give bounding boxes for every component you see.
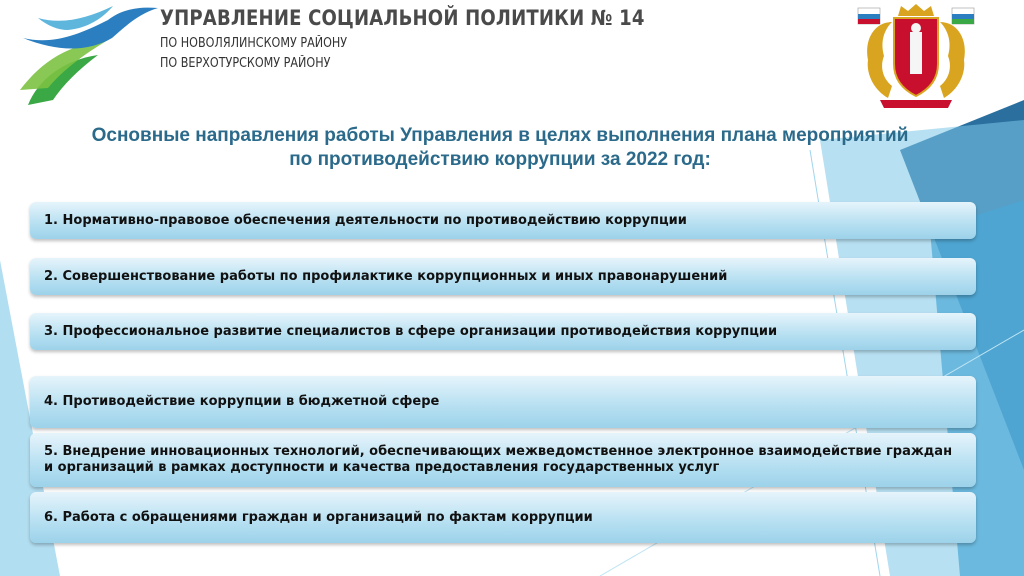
org-subtitle-1: ПО НОВОЛЯЛИНСКОМУ РАЙОНУ <box>160 36 348 51</box>
list-item <box>30 433 976 487</box>
list-item-label: 3. Профессиональное развитие специалистов в сфере организации противодействия коррупции <box>44 323 778 339</box>
list-item-label: 5. Внедрение инновационных технологий, обеспечивающих межведомственное электронное взаимодействие граждан и организаций в рамках доступности и качества предоставления государственных услуг <box>44 444 953 475</box>
list-item <box>30 376 976 428</box>
org-title: УПРАВЛЕНИЕ СОЦИАЛЬНОЙ ПОЛИТИКИ № 14 <box>160 6 645 30</box>
list-item-label: 4. Противодействие коррупции в бюджетной сфере <box>44 394 440 409</box>
heading-line-2: по противодействию коррупции за 2022 год: <box>289 149 711 170</box>
list-item-label: 1. Нормативно-правовое обеспечения деятельности по противодействию коррупции <box>44 212 687 228</box>
list-item <box>30 202 976 239</box>
page-heading <box>40 124 960 172</box>
org-subtitle-2: ПО ВЕРХОТУРСКОМУ РАЙОНУ <box>160 56 331 71</box>
bird-logo-icon <box>8 0 158 110</box>
coat-of-arms-icon <box>836 2 996 110</box>
header <box>0 0 1024 118</box>
list-item-label: 6. Работа с обращениями граждан и организаций по фактам коррупции <box>44 509 593 525</box>
list-item <box>30 258 976 295</box>
heading-line-1: Основные направления работы Управления в целях выполнения плана мероприятий <box>91 125 909 146</box>
list-item-label: 2. Совершенствование работы по профилактике коррупционных и иных правонарушений <box>44 268 728 284</box>
list-item <box>30 492 976 543</box>
list-item <box>30 313 976 350</box>
